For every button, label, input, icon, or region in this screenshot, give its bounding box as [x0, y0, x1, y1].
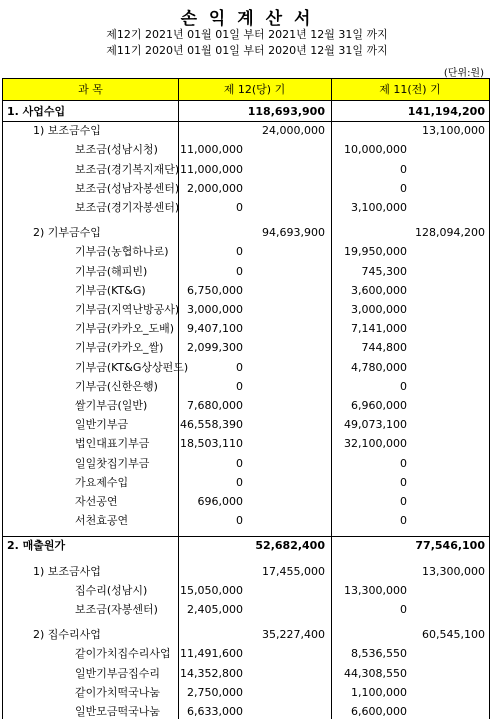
- current-item-amount: 0: [236, 360, 243, 374]
- prior-subtotal: 128,094,200: [415, 226, 485, 240]
- prior-item-amount: 0: [400, 603, 407, 616]
- header-prior: 제 11(전) 기: [331, 79, 489, 101]
- current-item-amount: 15,050,000: [180, 583, 243, 597]
- period-current: 제12기 2021년 01월 01일 부터 2021년 12월 31일 까지: [106, 28, 388, 41]
- prior-item-amount: 0: [400, 162, 407, 176]
- item-label: 기부금(농협하나로): [75, 245, 169, 259]
- current-item-amount: 18,503,110: [180, 437, 243, 451]
- item-label: 쌀기부금(일반): [75, 399, 148, 412]
- subsection-label: 1) 보조금수입: [33, 124, 101, 138]
- current-item-amount: 9,407,100: [187, 322, 243, 336]
- prior-item-amount: 49,073,100: [344, 418, 407, 432]
- column-divider: [331, 79, 332, 719]
- current-item-amount: 46,558,390: [180, 418, 243, 432]
- prior-item-amount: 13,300,000: [344, 583, 407, 597]
- item-label: 일일찻집기부금: [75, 456, 150, 470]
- item-label: 자선공연: [75, 495, 118, 508]
- prior-item-amount: 0: [400, 514, 407, 528]
- header-current: 제 12(당) 기: [178, 79, 331, 101]
- prior-item-amount: 0: [400, 456, 407, 470]
- item-label: 서천효공연: [75, 514, 129, 528]
- prior-total: 141,194,200: [407, 105, 485, 118]
- prior-item-amount: 10,000,000: [344, 143, 407, 157]
- prior-item-amount: 3,600,000: [351, 283, 407, 297]
- current-item-amount: 7,680,000: [187, 399, 243, 412]
- item-label: 기부금(카카오_도배): [75, 322, 175, 336]
- item-label: 같이가치집수리사업: [75, 647, 171, 661]
- item-label: 보조금(경기자봉센터): [75, 201, 180, 214]
- prior-item-amount: 1,100,000: [351, 685, 407, 699]
- prior-item-amount: 744,800: [361, 341, 407, 355]
- item-label: 기부금(신한은행): [75, 379, 158, 393]
- prior-item-amount: 0: [400, 181, 407, 195]
- item-label: 일반기부금집수리: [75, 666, 161, 680]
- prior-item-amount: 3,000,000: [351, 303, 407, 316]
- current-subtotal: 17,455,000: [262, 564, 325, 578]
- section-label: 2. 매출원가: [7, 539, 66, 553]
- current-total: 118,693,900: [247, 105, 325, 118]
- prior-total: 77,546,100: [415, 539, 485, 553]
- item-label: 기부금(KT&G): [75, 283, 146, 297]
- current-item-amount: 0: [236, 514, 243, 528]
- subsection-label: 2) 집수리사업: [33, 628, 101, 642]
- current-item-amount: 11,000,000: [180, 143, 243, 157]
- prior-item-amount: 745,300: [361, 264, 407, 278]
- section-divider: [3, 536, 489, 537]
- current-item-amount: 11,491,600: [180, 647, 243, 661]
- prior-item-amount: 6,960,000: [351, 399, 407, 412]
- prior-subtotal: 13,300,000: [422, 564, 485, 578]
- current-item-amount: 0: [236, 456, 243, 470]
- current-item-amount: 11,000,000: [180, 162, 243, 176]
- prior-subtotal: 60,545,100: [422, 628, 485, 642]
- period-prior: 제11기 2020년 01월 01일 부터 2020년 12월 31일 까지: [106, 44, 388, 57]
- item-label: 일반모금떡국나눔: [75, 705, 161, 718]
- current-item-amount: 0: [236, 379, 243, 393]
- item-label: 보조금(성남시청): [75, 143, 158, 157]
- section-label: 1. 사업수입: [7, 105, 66, 118]
- current-subtotal: 35,227,400: [262, 628, 325, 642]
- item-label: 기부금(카카오_쌀): [75, 341, 164, 355]
- current-item-amount: 2,750,000: [187, 685, 243, 699]
- current-item-amount: 2,099,300: [187, 341, 243, 355]
- prior-item-amount: 8,536,550: [351, 647, 407, 661]
- item-label: 보조금(성남자봉센터): [75, 181, 180, 195]
- subsection-label: 1) 보조금사업: [33, 564, 101, 578]
- prior-item-amount: 19,950,000: [344, 245, 407, 259]
- current-item-amount: 0: [236, 245, 243, 259]
- current-item-amount: 0: [236, 264, 243, 278]
- row-divider: [3, 121, 489, 122]
- item-label: 기부금(해피빈): [75, 264, 148, 278]
- prior-item-amount: 32,100,000: [344, 437, 407, 451]
- income-statement-table: [2, 78, 490, 719]
- item-label: 가요제수입: [75, 475, 129, 489]
- item-label: 집수리(성남시): [75, 583, 148, 597]
- prior-item-amount: 7,141,000: [351, 322, 407, 336]
- prior-item-amount: 0: [400, 495, 407, 508]
- current-total: 52,682,400: [255, 539, 325, 553]
- current-item-amount: 696,000: [197, 495, 243, 508]
- prior-item-amount: 3,100,000: [351, 201, 407, 214]
- subsection-label: 2) 기부금수입: [33, 226, 101, 240]
- item-label: 기부금(KT&G상상펀드): [75, 360, 189, 374]
- prior-item-amount: 44,308,550: [344, 666, 407, 680]
- prior-item-amount: 0: [400, 379, 407, 393]
- item-label: 같이가치떡국나눔: [75, 685, 161, 699]
- item-label: 기부금(지역난방공사): [75, 303, 180, 316]
- prior-subtotal: 13,100,000: [422, 124, 485, 138]
- prior-item-amount: 6,600,000: [351, 705, 407, 718]
- current-item-amount: 6,633,000: [187, 705, 243, 718]
- current-item-amount: 14,352,800: [180, 666, 243, 680]
- prior-item-amount: 0: [400, 475, 407, 489]
- current-item-amount: 3,000,000: [187, 303, 243, 316]
- item-label: 보조금(경기복지재단): [75, 162, 180, 176]
- current-item-amount: 0: [236, 201, 243, 214]
- current-item-amount: 0: [236, 475, 243, 489]
- item-label: 보조금(자봉센터): [75, 603, 158, 616]
- unit-label: (단위:원): [443, 68, 484, 79]
- item-label: 법인대표기부금: [75, 437, 150, 451]
- item-label: 일반기부금: [75, 418, 129, 432]
- current-subtotal: 24,000,000: [262, 124, 325, 138]
- current-item-amount: 2,000,000: [187, 181, 243, 195]
- statement-title: 손 익 계 산 서: [180, 9, 314, 29]
- header-account: 과 목: [3, 79, 178, 101]
- current-subtotal: 94,693,900: [262, 226, 325, 240]
- current-item-amount: 2,405,000: [187, 603, 243, 616]
- prior-item-amount: 4,780,000: [351, 360, 407, 374]
- current-item-amount: 6,750,000: [187, 283, 243, 297]
